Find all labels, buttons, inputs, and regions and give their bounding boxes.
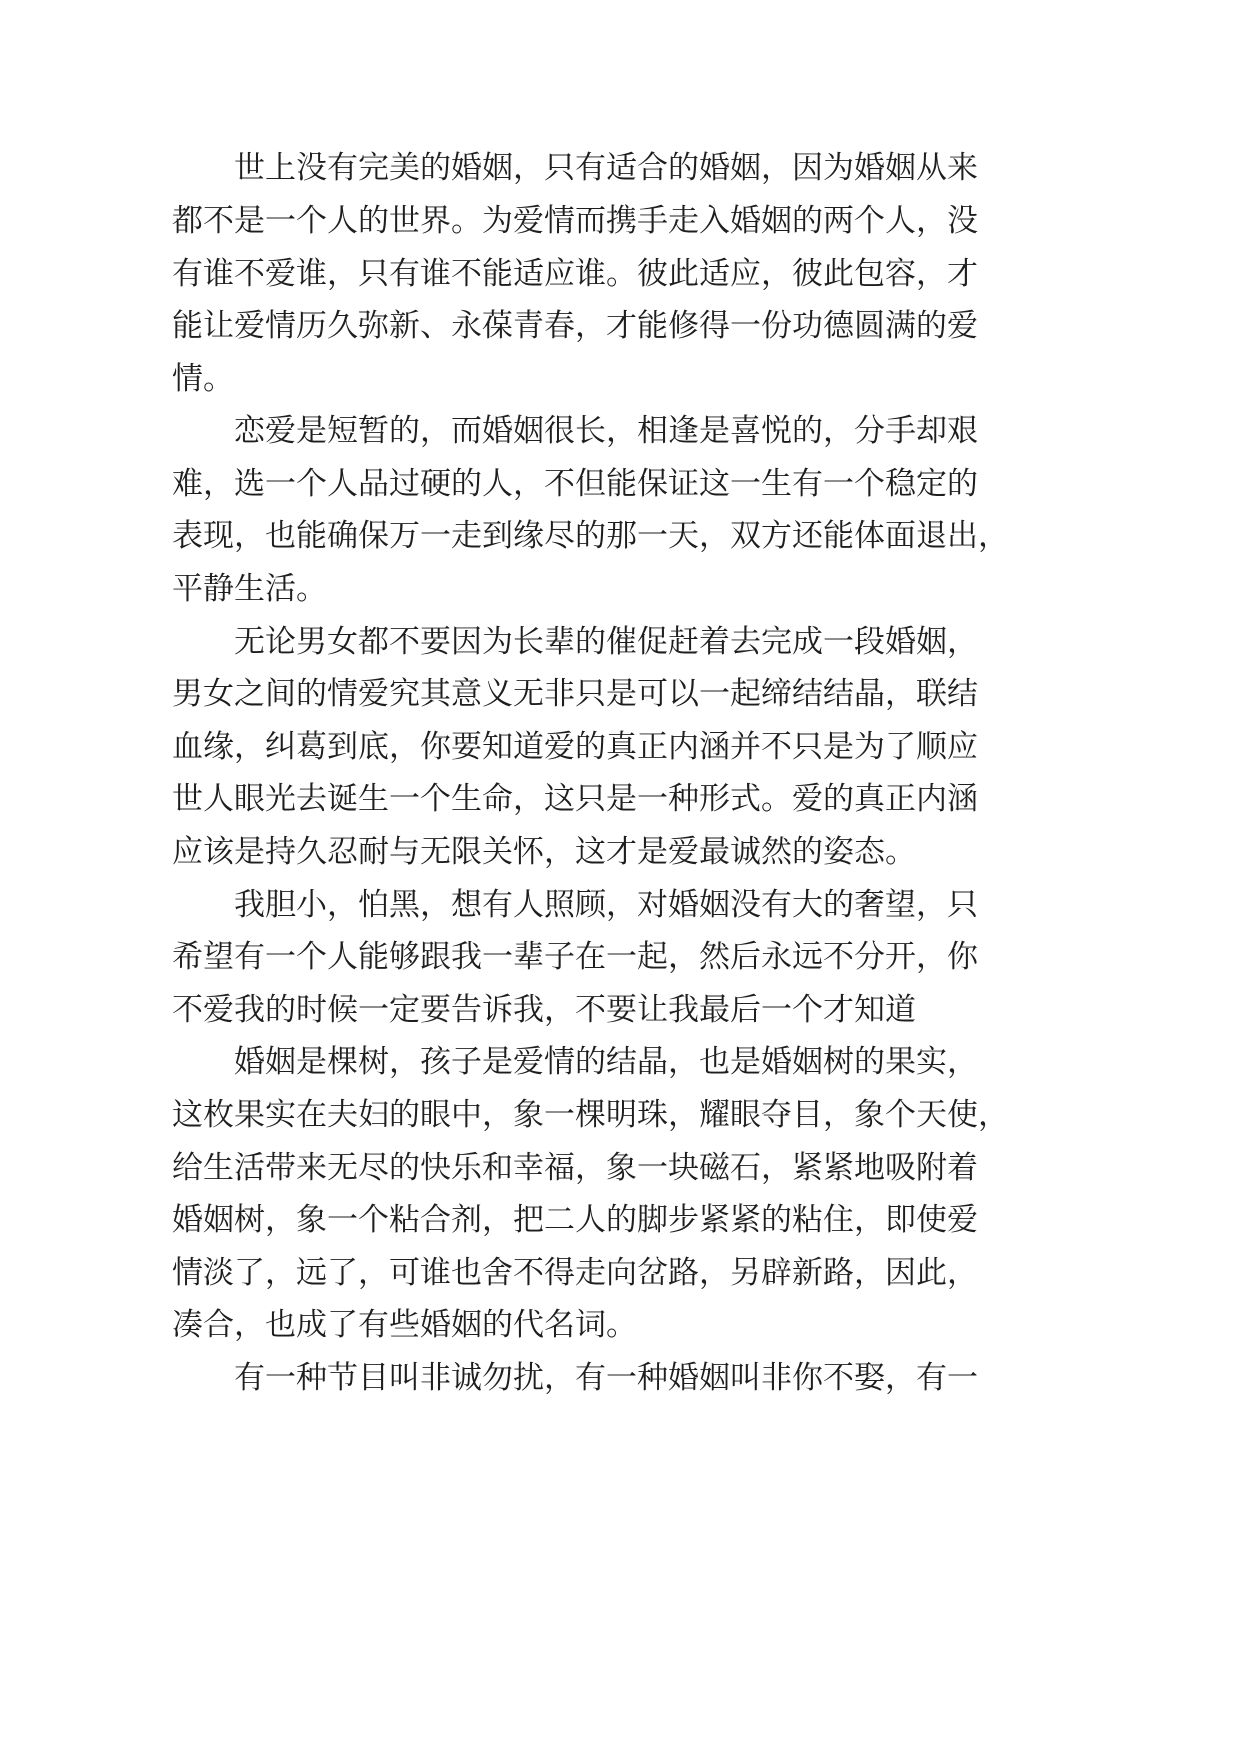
paragraph-line: 这枚果实在夫妇的眼中，象一棵明珠，耀眼夺目，象个天使，	[172, 1097, 1009, 1133]
paragraph-line: 平静生活。	[172, 571, 327, 607]
paragraph-line: 能让爱情历久弥新、永葆青春，才能修得一份功德圆满的爱	[172, 308, 978, 344]
paragraph-line: 男女之间的情爱究其意义无非只是可以一起缔结结晶，联结	[172, 676, 978, 712]
paragraph-line: 有谁不爱谁，只有谁不能适应谁。彼此适应，彼此包容，才	[172, 256, 978, 292]
paragraph-line: 情。	[172, 361, 234, 397]
paragraph-line: 表现，也能确保万一走到缘尽的那一天，双方还能体面退出，	[172, 518, 1009, 554]
paragraph-line: 世人眼光去诞生一个生命，这只是一种形式。爱的真正内涵	[172, 781, 978, 817]
paragraph-line: 情淡了，远了，可谁也舍不得走向岔路，另辟新路，因此，	[172, 1255, 978, 1291]
paragraph-line: 有一种节目叫非诚勿扰，有一种婚姻叫非你不娶，有一	[234, 1360, 978, 1396]
paragraph-line: 我胆小，怕黑，想有人照顾，对婚姻没有大的奢望，只	[234, 887, 978, 923]
paragraph-line: 希望有一个人能够跟我一辈子在一起，然后永远不分开，你	[172, 939, 978, 975]
paragraph-line: 婚姻树，象一个粘合剂，把二人的脚步紧紧的粘住，即使爱	[172, 1202, 978, 1238]
paragraph-line: 凑合，也成了有些婚姻的代名词。	[172, 1307, 637, 1343]
paragraph-line: 婚姻是棵树，孩子是爱情的结晶，也是婚姻树的果实，	[234, 1044, 978, 1080]
paragraph-line: 给生活带来无尽的快乐和幸福，象一块磁石，紧紧地吸附着	[172, 1150, 978, 1186]
paragraph-line: 无论男女都不要因为长辈的催促赶着去完成一段婚姻，	[234, 624, 978, 660]
paragraph-line: 血缘，纠葛到底，你要知道爱的真正内涵并不只是为了顺应	[172, 729, 978, 765]
paragraph-line: 恋爱是短暂的，而婚姻很长，相逢是喜悦的，分手却艰	[234, 413, 978, 449]
paragraph-line: 应该是持久忍耐与无限关怀，这才是爱最诚然的姿态。	[172, 834, 916, 870]
paragraph-line: 世上没有完美的婚姻，只有适合的婚姻，因为婚姻从来	[234, 150, 978, 186]
paragraph-line: 难，选一个人品过硬的人，不但能保证这一生有一个稳定的	[172, 466, 978, 502]
paragraph-line: 都不是一个人的世界。为爱情而携手走入婚姻的两个人，没	[172, 203, 978, 239]
paragraph-line: 不爱我的时候一定要告诉我，不要让我最后一个才知道	[172, 992, 916, 1028]
